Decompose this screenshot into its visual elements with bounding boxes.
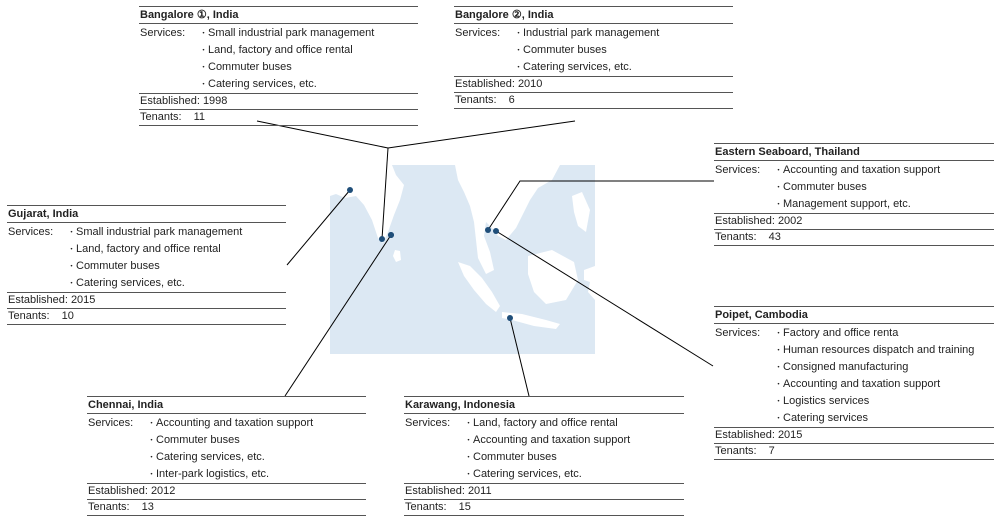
pin-eastern-seaboard bbox=[485, 227, 491, 233]
pin-bangalore1 bbox=[379, 236, 385, 242]
service-item: ・ Human resources dispatch and training bbox=[774, 342, 994, 359]
established-label: Established: bbox=[140, 95, 200, 107]
site-card-eastern-seaboard bbox=[714, 143, 994, 246]
tenants-count: 11 bbox=[193, 111, 206, 123]
tenants-label: Tenants: bbox=[140, 111, 182, 123]
services-block bbox=[454, 24, 733, 76]
services-label: Services: bbox=[715, 164, 761, 176]
service-item: ・ Catering services bbox=[774, 410, 994, 427]
services-list bbox=[147, 415, 366, 483]
site-card-poipet bbox=[714, 306, 994, 460]
services-list bbox=[67, 224, 286, 292]
services-label: Services: bbox=[405, 417, 451, 429]
service-item: ・ Commuter buses bbox=[199, 59, 418, 76]
tenants-count: 15 bbox=[458, 501, 471, 513]
service-item: ・ Inter-park logistics, etc. bbox=[147, 466, 366, 483]
tenants-label: Tenants: bbox=[8, 310, 50, 322]
tenants-count: 6 bbox=[508, 94, 515, 106]
established-label: Established: bbox=[88, 485, 148, 497]
services-label: Services: bbox=[8, 226, 54, 238]
service-item: ・ Land, factory and office rental bbox=[199, 42, 418, 59]
tenants-label: Tenants: bbox=[715, 445, 757, 457]
service-item: ・ Accounting and taxation support bbox=[774, 162, 994, 179]
tenants-row bbox=[87, 499, 366, 516]
services-label: Services: bbox=[455, 27, 501, 39]
site-title: Gujarat, India bbox=[7, 205, 286, 223]
site-card-gujarat bbox=[7, 205, 286, 325]
service-item: ・ Commuter buses bbox=[464, 449, 684, 466]
established-label: Established: bbox=[715, 429, 775, 441]
site-card-bangalore1 bbox=[139, 6, 418, 126]
tenants-row bbox=[7, 308, 286, 325]
service-item: ・ Commuter buses bbox=[67, 258, 286, 275]
services-block bbox=[404, 414, 684, 483]
service-item: ・ Catering services, etc. bbox=[464, 466, 684, 483]
services-label: Services: bbox=[140, 27, 186, 39]
service-item: ・ Catering services, etc. bbox=[147, 449, 366, 466]
services-label: Services: bbox=[88, 417, 134, 429]
pin-chennai bbox=[388, 232, 394, 238]
pin-gujarat bbox=[347, 187, 353, 193]
service-item: ・ Consigned manufacturing bbox=[774, 359, 994, 376]
services-block bbox=[87, 414, 366, 483]
established-row bbox=[714, 427, 994, 443]
service-item: ・ Small industrial park management bbox=[199, 25, 418, 42]
site-title: Bangalore ②, India bbox=[454, 6, 733, 24]
site-card-bangalore2 bbox=[454, 6, 733, 109]
site-title: Eastern Seaboard, Thailand bbox=[714, 143, 994, 161]
established-label: Established: bbox=[715, 215, 775, 227]
services-list bbox=[514, 25, 733, 76]
established-year: 2015 bbox=[70, 294, 96, 306]
services-block bbox=[7, 223, 286, 292]
services-block bbox=[714, 324, 994, 427]
services-label: Services: bbox=[715, 327, 761, 339]
tenants-label: Tenants: bbox=[455, 94, 497, 106]
established-year: 2002 bbox=[777, 215, 803, 227]
tenants-count: 13 bbox=[141, 501, 154, 513]
established-row bbox=[139, 93, 418, 109]
tenants-label: Tenants: bbox=[405, 501, 447, 513]
site-card-karawang bbox=[404, 396, 684, 516]
service-item: ・ Logistics services bbox=[774, 393, 994, 410]
service-item: ・ Commuter buses bbox=[774, 179, 994, 196]
service-item: ・ Commuter buses bbox=[514, 42, 733, 59]
site-title: Poipet, Cambodia bbox=[714, 306, 994, 324]
site-title: Chennai, India bbox=[87, 396, 366, 414]
tenants-row bbox=[714, 443, 994, 460]
services-list bbox=[199, 25, 418, 93]
services-list bbox=[774, 162, 994, 213]
service-item: ・ Factory and office renta bbox=[774, 325, 994, 342]
established-label: Established: bbox=[8, 294, 68, 306]
tenants-count: 43 bbox=[768, 231, 781, 243]
established-year: 2012 bbox=[150, 485, 176, 497]
site-card-chennai bbox=[87, 396, 366, 516]
service-item: ・ Catering services, etc. bbox=[199, 76, 418, 93]
service-item: ・ Accounting and taxation support bbox=[774, 376, 994, 393]
established-row bbox=[714, 213, 994, 229]
service-item: ・ Land, factory and office rental bbox=[67, 241, 286, 258]
site-title: Bangalore ①, India bbox=[139, 6, 418, 24]
service-item: ・ Small industrial park management bbox=[67, 224, 286, 241]
established-label: Established: bbox=[405, 485, 465, 497]
service-item: ・ Commuter buses bbox=[147, 432, 366, 449]
tenants-count: 7 bbox=[768, 445, 775, 457]
site-title: Karawang, Indonesia bbox=[404, 396, 684, 414]
services-block bbox=[714, 161, 994, 213]
established-row bbox=[454, 76, 733, 92]
established-year: 2011 bbox=[467, 485, 492, 497]
service-item: ・ Accounting and taxation support bbox=[147, 415, 366, 432]
established-row bbox=[404, 483, 684, 499]
pin-karawang bbox=[507, 315, 513, 321]
established-year: 2015 bbox=[777, 429, 803, 441]
established-year: 2010 bbox=[517, 78, 543, 90]
tenants-label: Tenants: bbox=[715, 231, 757, 243]
service-item: ・ Catering services, etc. bbox=[67, 275, 286, 292]
established-row bbox=[7, 292, 286, 308]
services-block bbox=[139, 24, 418, 93]
service-item: ・ Industrial park management bbox=[514, 25, 733, 42]
services-list bbox=[774, 325, 994, 427]
service-item: ・ Accounting and taxation support bbox=[464, 432, 684, 449]
tenants-row bbox=[454, 92, 733, 109]
services-list bbox=[464, 415, 684, 483]
tenants-row bbox=[139, 109, 418, 126]
service-item: ・ Land, factory and office rental bbox=[464, 415, 684, 432]
tenants-count: 10 bbox=[61, 310, 74, 322]
tenants-label: Tenants: bbox=[88, 501, 130, 513]
service-item: ・ Catering services, etc. bbox=[514, 59, 733, 76]
service-item: ・ Management support, etc. bbox=[774, 196, 994, 213]
established-year: 1998 bbox=[202, 95, 228, 107]
pin-poipet bbox=[493, 228, 499, 234]
established-row bbox=[87, 483, 366, 499]
tenants-row bbox=[714, 229, 994, 246]
tenants-row bbox=[404, 499, 684, 516]
established-label: Established: bbox=[455, 78, 515, 90]
